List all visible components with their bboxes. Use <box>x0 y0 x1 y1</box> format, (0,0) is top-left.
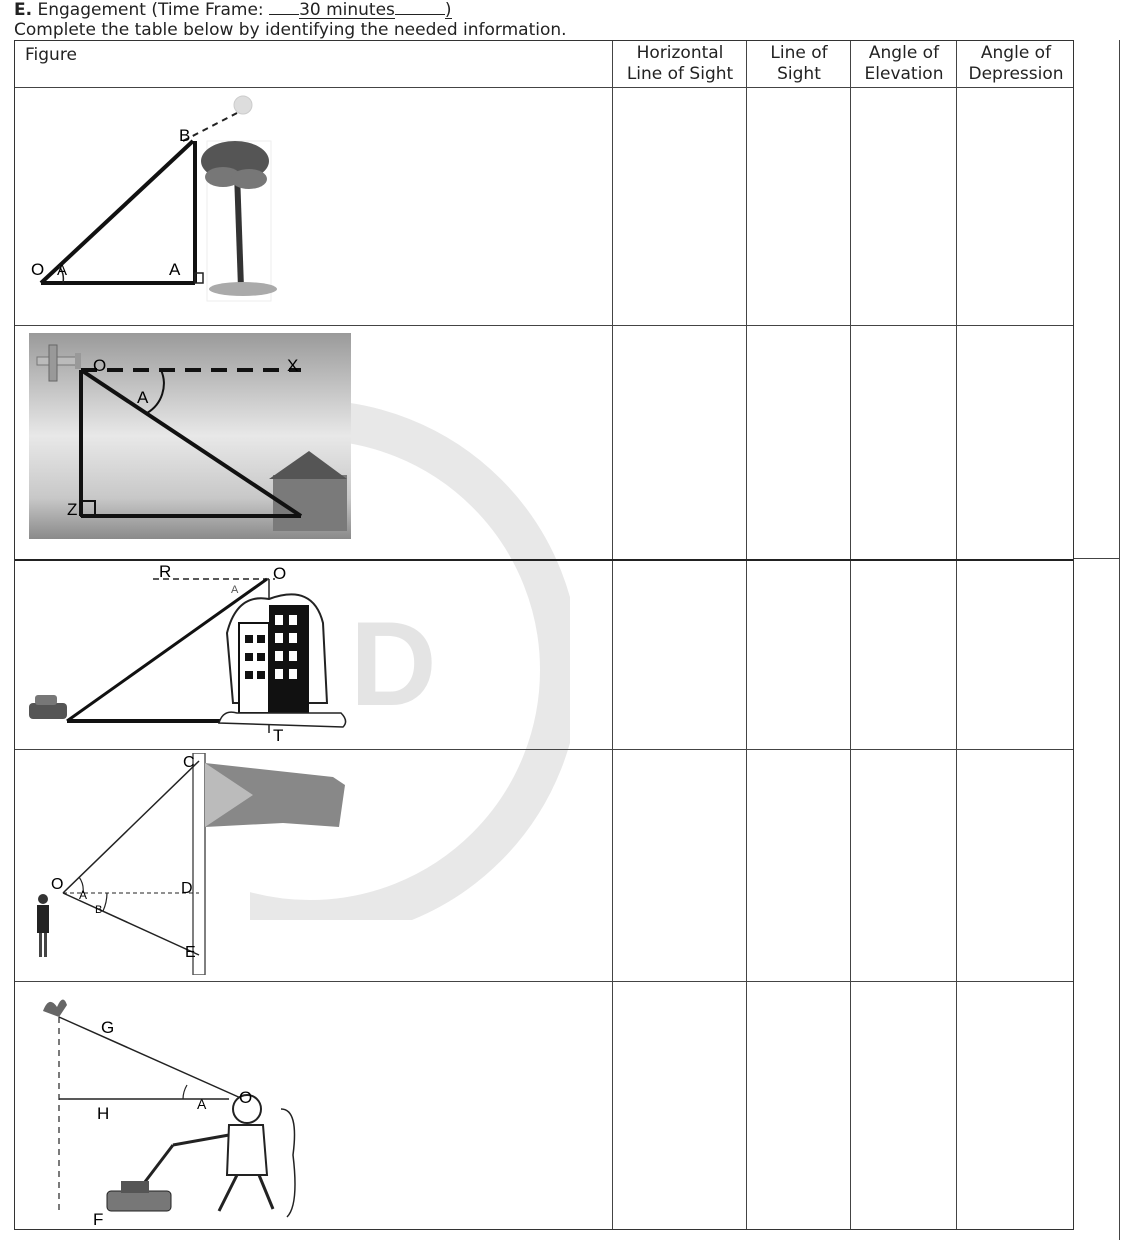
point-label: F <box>93 1210 104 1229</box>
column-header-angle-of-elevation <box>851 43 957 85</box>
point-label: O <box>273 564 287 583</box>
answer-cell-line-of-sight[interactable] <box>747 561 850 749</box>
point-label: E <box>185 944 196 961</box>
answer-cell-angle-of-elevation[interactable] <box>851 326 956 559</box>
column-header-line: Sight <box>777 64 821 84</box>
svg-text:D: D <box>350 597 437 731</box>
angle-label: B <box>95 904 103 916</box>
angle-label: A <box>79 888 88 902</box>
point-label: G <box>101 1018 115 1037</box>
angle-arc <box>103 893 107 911</box>
line-of-sight-down <box>63 893 199 955</box>
figure-tree-elevation <box>23 93 283 303</box>
bird-icon <box>43 999 67 1017</box>
answer-cell-horizontal-line-of-sight[interactable] <box>613 561 746 749</box>
flagpole <box>193 753 205 975</box>
figure-flagpole-elevation-depression <box>23 753 353 975</box>
point-label: O <box>51 876 64 893</box>
point-label: D <box>181 880 193 897</box>
answer-cell-horizontal-line-of-sight[interactable] <box>613 982 746 1229</box>
figure-plane-depression <box>29 333 351 539</box>
point-label: H <box>97 1104 110 1123</box>
blank-line <box>269 14 299 15</box>
answer-cell-line-of-sight[interactable] <box>747 88 850 325</box>
point-label: Z <box>67 500 78 519</box>
section-heading <box>14 0 452 20</box>
answer-cell-horizontal-line-of-sight[interactable] <box>613 326 746 559</box>
engagement-table <box>14 40 1074 1230</box>
row-divider-extension <box>1074 558 1120 559</box>
answer-cell-angle-of-elevation[interactable] <box>851 561 956 749</box>
column-header-line: Depression <box>968 64 1064 84</box>
instruction-text: Complete the table below by identifying the needed information. <box>14 20 567 40</box>
time-frame-close: ) <box>444 0 452 20</box>
ground-mound <box>209 282 277 296</box>
answer-cell-angle-of-elevation[interactable] <box>851 750 956 981</box>
answer-cell-horizontal-line-of-sight[interactable] <box>613 750 746 981</box>
answer-cell-angle-of-depression[interactable] <box>957 750 1073 981</box>
angle-label: A <box>57 262 68 279</box>
blank-line <box>395 14 445 15</box>
sight-extension <box>183 113 237 141</box>
angle-label: A <box>197 1096 207 1112</box>
figure-building-depression <box>23 563 353 745</box>
palm-trunk <box>237 173 241 288</box>
answer-cell-angle-of-depression[interactable] <box>957 326 1073 559</box>
person-icon <box>37 894 49 957</box>
answer-cell-angle-of-depression[interactable] <box>957 88 1073 325</box>
building-icon <box>219 594 346 727</box>
answer-cell-line-of-sight[interactable] <box>747 326 850 559</box>
point-label: T <box>273 726 284 745</box>
section-letter: E. <box>14 0 33 20</box>
sun-icon <box>234 96 252 114</box>
column-header-angle-of-depression <box>957 43 1075 85</box>
answer-cell-angle-of-depression[interactable] <box>957 982 1073 1229</box>
figure-lawnmower-depression <box>23 985 323 1229</box>
answer-cell-angle-of-elevation[interactable] <box>851 88 956 325</box>
section-title: Engagement (Time Frame: <box>37 0 264 20</box>
point-label: O <box>239 1088 253 1107</box>
point-label: R <box>159 563 172 581</box>
angle-arc <box>183 1085 187 1099</box>
column-header-line: Angle of <box>980 43 1052 63</box>
point-label: C <box>183 754 195 771</box>
column-header-line: Horizontal <box>636 43 724 63</box>
answer-cell-horizontal-line-of-sight[interactable] <box>613 88 746 325</box>
column-header-horizontal-line-of-sight <box>613 43 747 85</box>
page-border-right <box>1119 40 1120 1240</box>
line-of-sight-up <box>63 761 199 893</box>
column-header-line: Angle of <box>868 43 940 63</box>
point-label: O <box>31 260 45 279</box>
point-label: O <box>93 356 107 375</box>
angle-label: A <box>137 388 149 407</box>
angle-label: A <box>231 584 239 596</box>
answer-cell-angle-of-depression[interactable] <box>957 561 1073 749</box>
column-header-line-of-sight <box>747 43 851 85</box>
column-header-line: Line of <box>770 43 828 63</box>
point-label: A <box>169 260 181 279</box>
car-icon <box>29 695 67 719</box>
column-header-line: Elevation <box>864 64 944 84</box>
palm-leaves <box>231 169 267 189</box>
line-of-sight <box>59 1017 243 1099</box>
person-mowing-icon <box>107 1095 295 1217</box>
column-header-figure: Figure <box>25 45 77 65</box>
answer-cell-angle-of-elevation[interactable] <box>851 982 956 1229</box>
answer-cell-line-of-sight[interactable] <box>747 750 850 981</box>
column-header-line: Line of Sight <box>626 64 734 84</box>
time-frame-value: 30 minutes <box>299 0 395 20</box>
point-label: X <box>287 356 299 375</box>
point-label: B <box>179 126 191 145</box>
answer-cell-line-of-sight[interactable] <box>747 982 850 1229</box>
